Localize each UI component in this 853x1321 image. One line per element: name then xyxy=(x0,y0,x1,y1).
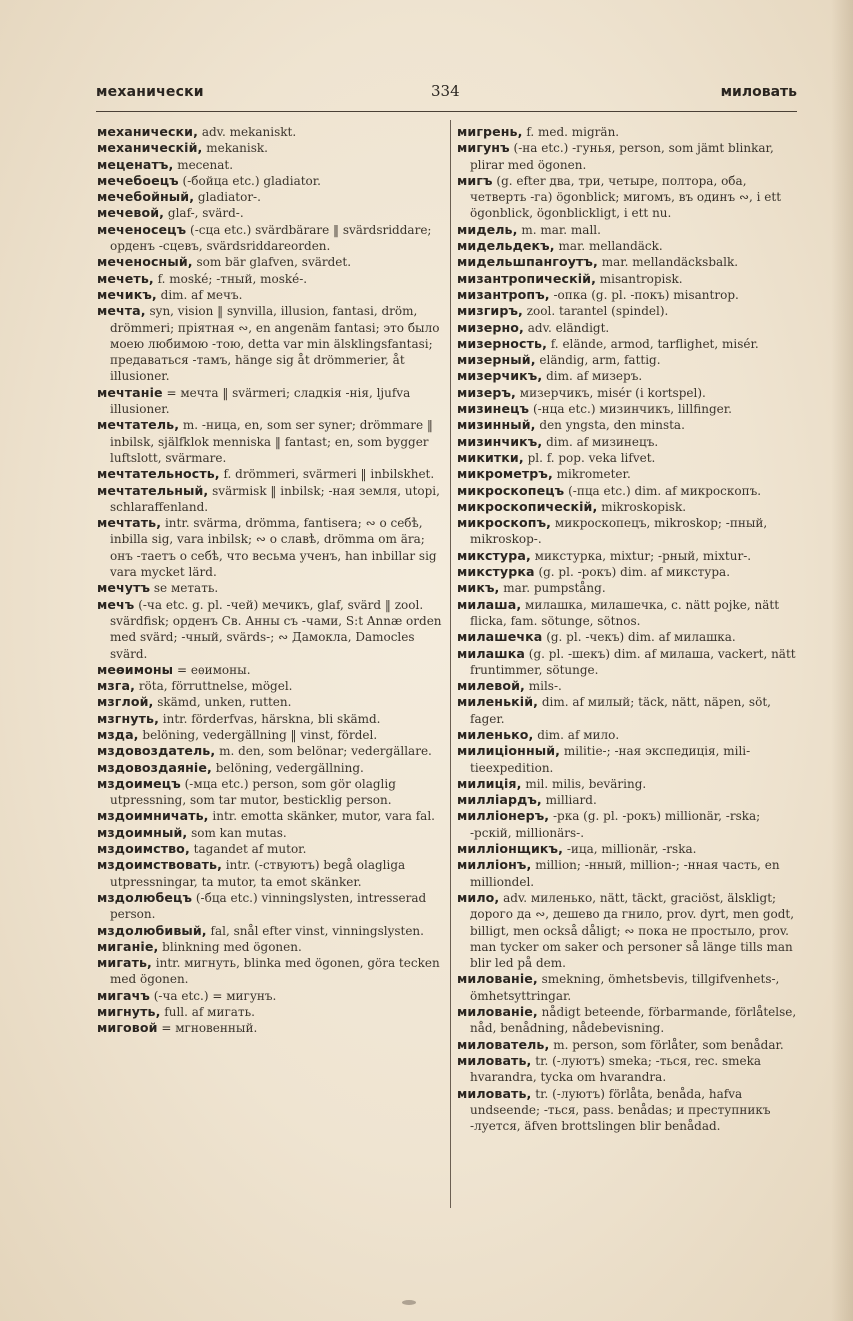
entry-headword: милліонъ, xyxy=(457,857,532,873)
entry-headword: меѳимоны xyxy=(97,661,174,677)
dictionary-entry xyxy=(457,1004,802,1037)
dictionary-entry xyxy=(457,515,802,548)
entry-headword: микроскопическій, xyxy=(457,498,598,514)
dictionary-entry xyxy=(457,564,802,580)
entry-definition: (-на etc.) -гунья, person, som jämt blinkar, plirar med ögonen. xyxy=(470,141,774,172)
dictionary-entry xyxy=(97,222,445,255)
dictionary-entry xyxy=(97,173,445,189)
entry-headword: мизантропическій, xyxy=(457,270,596,286)
entry-headword: мизерно, xyxy=(457,319,524,335)
dictionary-entry xyxy=(97,1020,445,1036)
entry-headword: миговой xyxy=(97,1020,158,1036)
entry-definition: intr. emotta skänker, mutor, vara fal. xyxy=(212,809,435,824)
dictionary-entry xyxy=(97,694,445,710)
dictionary-entry xyxy=(457,352,802,368)
entry-definition: (-мца etc.) person, som gör olaglig utpressning, som tar mutor, besticklig person. xyxy=(110,776,396,808)
dictionary-entry xyxy=(97,988,445,1004)
entry-definition: se метать. xyxy=(153,581,219,596)
entry-definition: intr. svärma, drömma, fantisera; ∾ о себѣ, inbilla sig, vara inbilsk; ∾ о славѣ, drömma om ära; онъ -таетъ о себѣ, что весьма ученъ, han inbillar sig vara mycket lärd. xyxy=(110,516,437,580)
entry-definition: adv. eländigt. xyxy=(527,320,610,335)
entry-headword: милліонеръ, xyxy=(457,808,550,824)
entry-headword: мзда, xyxy=(97,726,139,742)
entry-definition: милашка, милашечка, c. nätt pojke, nätt flicka, fam. sötunge, sötnos. xyxy=(470,597,780,628)
entry-definition: mar. pumpstång. xyxy=(503,581,606,596)
entry-headword: мечтательный, xyxy=(97,482,209,498)
dictionary-entry xyxy=(97,711,445,727)
entry-headword: милліонщикъ, xyxy=(457,841,563,857)
entry-headword: мздоимствовать, xyxy=(97,857,222,873)
dictionary-entry xyxy=(97,678,445,694)
entry-headword: меченосецъ xyxy=(97,221,187,237)
page-number: 334 xyxy=(431,82,460,100)
entry-definition: mekanisk. xyxy=(206,141,268,156)
entry-headword: мигъ xyxy=(457,172,493,188)
entry-headword: милиція, xyxy=(457,775,522,791)
dictionary-entry xyxy=(457,776,802,792)
entry-definition: f. elände, armod, tarflighet, misér. xyxy=(550,336,759,351)
entry-definition: dim. af мизинецъ. xyxy=(546,434,659,449)
entry-headword: мечтатель, xyxy=(97,417,180,433)
entry-definition: (-пца etc.) dim. af микроскопъ. xyxy=(568,483,762,498)
entry-definition: = еѳимоны. xyxy=(176,662,251,677)
entry-headword: мечебойный, xyxy=(97,189,195,205)
entry-definition: (-ча etc.) = мигунъ. xyxy=(153,988,277,1003)
entry-headword: миганіе, xyxy=(97,938,159,954)
entry-headword: мизерный, xyxy=(457,352,536,368)
entry-definition: eländig, arm, fattig. xyxy=(539,353,661,368)
entry-headword: мечта, xyxy=(97,303,146,319)
dictionary-entry xyxy=(457,287,802,303)
entry-definition: мизерчикъ, misér (i kortspel). xyxy=(519,385,706,400)
header-right-guideword: миловать xyxy=(720,84,797,100)
column-divider xyxy=(450,120,451,1208)
ink-smudge xyxy=(402,1300,416,1305)
entry-headword: меченосный, xyxy=(97,254,193,270)
dictionary-entry xyxy=(457,254,802,270)
dictionary-entry xyxy=(457,434,802,450)
dictionary-entry xyxy=(457,499,802,515)
entry-headword: микитки, xyxy=(457,449,524,465)
entry-headword: мизантропъ, xyxy=(457,286,550,302)
entry-definition: -рка (g. pl. -рокъ) millionär, -rska; -рскій, millionärs-. xyxy=(470,809,761,840)
entry-headword: мечтаніе xyxy=(97,384,163,400)
dictionary-entry xyxy=(97,189,445,205)
entry-headword: мигачъ xyxy=(97,987,150,1003)
dictionary-entry xyxy=(457,1053,802,1086)
entry-headword: миленько, xyxy=(457,726,534,742)
dictionary-entry xyxy=(457,743,802,776)
entry-headword: мечтательность, xyxy=(97,466,220,482)
dictionary-entry xyxy=(457,841,802,857)
entry-headword: микрометръ, xyxy=(457,466,553,482)
dictionary-entry xyxy=(457,483,802,499)
entry-definition: f. drömmeri, svärmeri ‖ inbilskhet. xyxy=(223,467,435,482)
dictionary-entry xyxy=(97,1004,445,1020)
entry-headword: мздоимство, xyxy=(97,841,190,857)
entry-headword: мздолюбивый, xyxy=(97,922,207,938)
entry-definition: m. person, som förlåter, som benådar. xyxy=(553,1037,784,1052)
dictionary-entry xyxy=(97,385,445,418)
entry-definition: milliard. xyxy=(545,793,597,808)
entry-headword: миловать, xyxy=(457,1085,532,1101)
entry-headword: мизинчикъ, xyxy=(457,433,543,449)
entry-definition: mils-. xyxy=(528,679,562,694)
dictionary-entry xyxy=(97,841,445,857)
entry-headword: милевой, xyxy=(457,678,525,694)
entry-definition: million; -нный, million-; -нная часть, en milliondel. xyxy=(470,858,780,889)
entry-definition: m. -ница, en, som ser syner; drömmare ‖ inbilsk, själfklok menniska ‖ fantast; en, som bygger luftslott, svärmare. xyxy=(110,418,433,465)
dictionary-entry xyxy=(97,417,445,466)
dictionary-entry xyxy=(457,857,802,890)
entry-definition: som kan mutas. xyxy=(191,825,287,840)
dictionary-entry xyxy=(97,157,445,173)
entry-definition: den yngsta, den minsta. xyxy=(539,418,685,433)
entry-headword: мечеть, xyxy=(97,270,154,286)
entry-definition: adv. миленько, nätt, täckt, graciöst, älskligt; дорого да ∾, дешево да гнило, prov. dyrt, men godt, billigt, men också dåligt; ∾ пока не простыло, prov. man tycker om saker och personer så länge tills man blir led på dem. xyxy=(470,890,795,971)
entry-definition: (g. pl. -чекъ) dim. af милашка. xyxy=(546,630,736,645)
entry-headword: микроскопъ, xyxy=(457,515,552,531)
dictionary-entry xyxy=(97,140,445,156)
right-column xyxy=(457,124,802,1134)
dictionary-entry xyxy=(457,646,802,679)
entry-headword: мздоимный, xyxy=(97,824,188,840)
entry-headword: мздовоздаяніе, xyxy=(97,759,212,775)
dictionary-entry xyxy=(97,939,445,955)
dictionary-entry xyxy=(457,271,802,287)
entry-definition: belöning, vedergällning ‖ vinst, fördel. xyxy=(142,727,378,742)
dictionary-entry xyxy=(97,923,445,939)
entry-definition: glaf-, svärd-. xyxy=(167,206,244,221)
dictionary-entry xyxy=(457,140,802,173)
dictionary-entry xyxy=(457,124,802,140)
entry-definition: микстурка, mixtur; -рный, mixtur-. xyxy=(534,548,752,563)
entry-definition: zool. tarantel (spindel). xyxy=(526,304,669,319)
entry-definition: som bär glafven, svärdet. xyxy=(196,255,352,270)
dictionary-entry xyxy=(457,417,802,433)
entry-definition: (-бца etc.) vinningslysten, intresserad person. xyxy=(110,890,427,922)
dictionary-entry xyxy=(97,254,445,270)
entry-headword: меценатъ, xyxy=(97,156,174,172)
dictionary-entry xyxy=(457,222,802,238)
entry-definition: smekning, ömhetsbevis, tillgifvenhets-, ömhetsyttringar. xyxy=(470,972,780,1003)
entry-headword: мечебоецъ xyxy=(97,172,179,188)
dictionary-entry xyxy=(457,890,802,971)
entry-definition: dim. af мило. xyxy=(537,727,620,742)
entry-definition: tr. (-луютъ) förlåta, benåda, hafva undseende; -ться, pass. benådas; и преступникъ -луется, äfven brottslingen blir benådad. xyxy=(470,1086,771,1134)
entry-headword: мидельшпангоутъ, xyxy=(457,254,598,270)
entry-headword: мзглой, xyxy=(97,694,154,710)
entry-headword: милованіе, xyxy=(457,971,538,987)
dictionary-entry xyxy=(457,385,802,401)
dictionary-entry xyxy=(97,662,445,678)
entry-headword: мздовоздатель, xyxy=(97,743,216,759)
running-head xyxy=(96,84,797,108)
entry-definition: svärmisk ‖ inbilsk; -ная земля, utopi, schlaraffenland. xyxy=(110,483,440,514)
entry-definition: mikrometer. xyxy=(556,467,631,482)
entry-definition: (g. pl. -шекъ) dim. af милаша, vackert, nätt fruntimmer, sötunge. xyxy=(470,646,796,677)
entry-definition: röta, förruttnelse, mögel. xyxy=(138,679,293,694)
entry-headword: мигать, xyxy=(97,955,152,971)
dictionary-entry xyxy=(97,271,445,287)
entry-headword: мизинный, xyxy=(457,417,536,433)
dictionary-entry xyxy=(457,336,802,352)
entry-headword: механически, xyxy=(97,124,198,139)
dictionary-entry xyxy=(97,955,445,988)
dictionary-entry xyxy=(457,678,802,694)
entry-headword: мизгиръ, xyxy=(457,303,523,319)
dictionary-entry xyxy=(457,303,802,319)
entry-headword: мздоимничать, xyxy=(97,808,209,824)
entry-definition: pl. f. pop. veka lifvet. xyxy=(527,450,656,465)
entry-definition: (g. pl. -рокъ) dim. af микстура. xyxy=(538,565,731,580)
entry-headword: милашечка xyxy=(457,629,543,645)
header-left-guideword: механически xyxy=(96,84,204,100)
entry-headword: мизерчикъ, xyxy=(457,368,543,384)
dictionary-entry xyxy=(97,205,445,221)
dictionary-entry xyxy=(97,808,445,824)
entry-definition: tagandet af mutor. xyxy=(193,842,307,857)
entry-headword: микроскопецъ xyxy=(457,482,565,498)
entry-definition: f. med. migrän. xyxy=(526,125,620,139)
entry-headword: мило, xyxy=(457,889,500,905)
entry-definition: belöning, vedergällning. xyxy=(215,760,364,775)
dictionary-entry xyxy=(97,580,445,596)
entry-headword: мидель, xyxy=(457,221,518,237)
entry-definition: (-сца etc.) svärdbärare ‖ svärdsriddare; орденъ -сцевъ, svärdsriddareorden. xyxy=(110,222,432,254)
dictionary-entry xyxy=(457,401,802,417)
entry-headword: милашка xyxy=(457,645,525,661)
entry-headword: мидельдекъ, xyxy=(457,238,555,254)
entry-headword: милиціонный, xyxy=(457,743,561,759)
entry-definition: = мечта ‖ svärmeri; сладкія -нія, ljufva illusioner. xyxy=(110,385,411,417)
entry-headword: мечикъ, xyxy=(97,286,157,302)
entry-definition: mil. milis, beväring. xyxy=(525,776,647,791)
entry-definition: mar. mellandäck. xyxy=(558,239,663,254)
entry-definition: misantropisk. xyxy=(599,271,683,286)
entry-headword: мечъ xyxy=(97,596,135,612)
entry-definition: mecenat. xyxy=(177,157,234,172)
entry-headword: миловать, xyxy=(457,1052,532,1068)
entry-definition: tr. (-луютъ) smeka; -ться, rec. smeka hvarandra, tycka om hvarandra. xyxy=(470,1053,762,1085)
entry-headword: механическій, xyxy=(97,140,203,156)
page-edge-shadow xyxy=(831,0,853,1321)
entry-definition: gladiator-. xyxy=(197,190,261,205)
entry-definition: (-бойца etc.) gladiator. xyxy=(182,173,321,188)
entry-definition: m. den, som belönar; vedergällare. xyxy=(219,744,432,759)
dictionary-entry xyxy=(457,450,802,466)
dictionary-entry xyxy=(97,743,445,759)
entry-definition: (-нца etc.) мизинчикъ, lillfinger. xyxy=(532,402,732,417)
dictionary-entry xyxy=(97,515,445,580)
entry-headword: микъ, xyxy=(457,580,500,596)
entry-headword: мзгнуть, xyxy=(97,710,159,726)
entry-definition: dim. af мизеръ. xyxy=(546,369,643,384)
entry-definition: mikroskopisk. xyxy=(601,499,687,514)
entry-headword: мизинецъ xyxy=(457,401,530,417)
left-column xyxy=(97,124,445,1037)
dictionary-entry xyxy=(457,808,802,841)
dictionary-entry xyxy=(97,825,445,841)
entry-definition: микроскопецъ, mikroskop; -пный, mikroskop-. xyxy=(470,516,768,547)
dictionary-entry xyxy=(457,173,802,222)
header-rule xyxy=(96,111,797,112)
dictionary-entry xyxy=(97,857,445,890)
dictionary-entry xyxy=(97,124,445,140)
dictionary-entry xyxy=(97,466,445,482)
entry-definition: dim. af милый; täck, nätt, näpen, söt, fager. xyxy=(470,695,771,726)
entry-definition: f. moské; -тный, moské-. xyxy=(157,271,308,286)
entry-headword: милователь, xyxy=(457,1036,550,1052)
entry-headword: микстурка xyxy=(457,564,535,580)
entry-headword: мечтать, xyxy=(97,515,162,531)
dictionary-entry xyxy=(457,368,802,384)
dictionary-entry xyxy=(97,760,445,776)
dictionary-entry xyxy=(457,320,802,336)
entry-definition: blinkning med ögonen. xyxy=(162,939,302,954)
entry-headword: мздолюбецъ xyxy=(97,889,193,905)
entry-definition: syn, vision ‖ synvilla, illusion, fantasi, dröm, drömmeri; пріятная ∾, en angenäm fantasi; это было моею любимою -тою, detta var min älsklingsfantasi; предаваться -тамъ, hänge sig åt drömmerier, åt illusioner. xyxy=(110,304,440,384)
entry-headword: мигрень, xyxy=(457,124,523,139)
dictionary-entry xyxy=(457,1086,802,1135)
entry-headword: миленькій, xyxy=(457,694,539,710)
entry-definition: -ица, millionär, -rska. xyxy=(566,842,697,857)
entry-headword: мзга, xyxy=(97,678,135,694)
entry-definition: -опка (g. pl. -покъ) misantrop. xyxy=(553,287,739,302)
entry-headword: мигнуть, xyxy=(97,1004,161,1020)
entry-definition: (g. efter два, три, четыре, полтора, оба, четверть -га) ögonblick; мигомъ, въ одинъ ∾, i ett ögonblick, ögonblickligt, i ett nu. xyxy=(470,173,782,221)
entry-headword: мечутъ xyxy=(97,580,151,596)
dictionary-entry xyxy=(457,466,802,482)
entry-definition: adv. mekaniskt. xyxy=(201,125,297,139)
entry-definition: intr. (-ствуютъ) begå olagliga utpressningar, ta mutor, ta emot skänker. xyxy=(110,858,406,889)
entry-headword: мизеръ, xyxy=(457,384,516,400)
entry-definition: militie-; -ная экспедиція, militieexpedition. xyxy=(470,744,751,775)
entry-definition: mar. mellandäcksbalk. xyxy=(601,255,739,270)
entry-definition: m. mar. mall. xyxy=(521,222,601,237)
dictionary-entry xyxy=(457,629,802,645)
dictionary-entry xyxy=(457,597,802,630)
dictionary-entry xyxy=(457,1037,802,1053)
entry-definition: intr. förderfvas, härskna, bli skämd. xyxy=(162,711,381,726)
entry-definition: nådigt beteende, förbarmande, förlåtelse, nåd, benådning, nådebevisning. xyxy=(470,1005,797,1036)
entry-definition: skämd, unken, rutten. xyxy=(157,695,292,710)
dictionary-entry xyxy=(457,548,802,564)
entry-headword: мизерность, xyxy=(457,335,547,351)
entry-headword: милліардъ, xyxy=(457,792,542,808)
entry-definition: intr. мигнуть, blinka med ögonen, göra tecken med ögonen. xyxy=(110,956,440,987)
entry-headword: милаша, xyxy=(457,596,522,612)
dictionary-entry xyxy=(457,792,802,808)
entry-definition: = мгновенный. xyxy=(161,1021,258,1036)
entry-headword: милованіе, xyxy=(457,1004,538,1020)
entry-headword: мздоимецъ xyxy=(97,775,181,791)
dictionary-entry xyxy=(457,727,802,743)
dictionary-entry xyxy=(457,694,802,727)
dictionary-entry xyxy=(97,890,445,923)
dictionary-entry xyxy=(97,303,445,384)
dictionary-entry xyxy=(457,580,802,596)
dictionary-entry xyxy=(97,776,445,809)
dictionary-entry xyxy=(97,597,445,662)
entry-definition: full. af мигать. xyxy=(164,1005,255,1020)
dictionary-entry xyxy=(97,483,445,516)
dictionary-entry xyxy=(457,238,802,254)
dictionary-entry xyxy=(457,971,802,1004)
entry-definition: (-ча etc. g. pl. -чей) мечикъ, glaf, svärd ‖ zool. svärdfisk; орденъ Св. Анны съ -чами, S:t Annæ orden med svärd; -чный, svärds-; ∾ Дамокла, Damocles svärd. xyxy=(110,597,442,661)
entry-definition: fal, snål efter vinst, vinningslysten. xyxy=(210,923,424,938)
dictionary-entry xyxy=(97,727,445,743)
entry-definition: dim. af мечъ. xyxy=(160,287,243,302)
dictionary-entry xyxy=(97,287,445,303)
entry-headword: мигунъ xyxy=(457,140,510,156)
entry-headword: мечевой, xyxy=(97,205,165,221)
entry-headword: микстура, xyxy=(457,547,531,563)
